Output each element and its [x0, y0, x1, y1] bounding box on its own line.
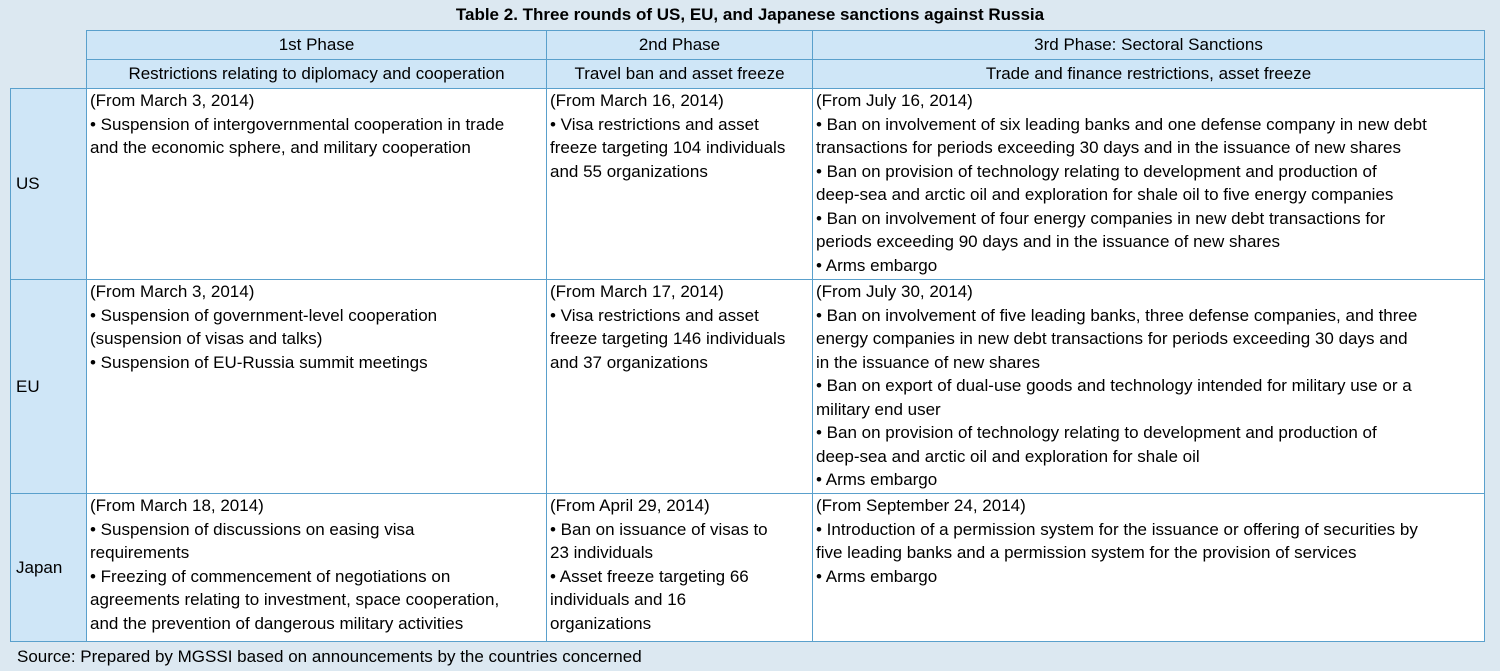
corner-blank [11, 31, 87, 60]
cell-text-line: • Visa restrictions and asset [550, 305, 759, 325]
cell-text-line: and 37 organizations [550, 352, 708, 372]
japan-phase-2-cell [547, 494, 813, 642]
sanctions-table [10, 30, 1485, 642]
header-subtitle-1: Restrictions relating to diplomacy and cooperation [87, 60, 547, 89]
cell-text-line: 23 individuals [550, 543, 654, 562]
cell-text-line: and the prevention of dangerous military activities [90, 613, 464, 633]
cell-text-line: • Ban on involvement of four energy companies in new debt transactions for [816, 208, 1386, 228]
cell-text-line: (From July 16, 2014) [816, 91, 973, 110]
cell-text-line: • Ban on export of dual-use goods and technology intended for military use or a [816, 376, 1412, 395]
cell-text-line: organizations [550, 613, 652, 633]
row-label-japan: Japan [11, 494, 87, 642]
cell-text-line: • Ban on issuance of visas to [550, 519, 768, 539]
cell-text-line: deep-sea and arctic oil and exploration for shale oil [816, 446, 1200, 466]
subtitle-header-row [11, 60, 1485, 89]
cell-text-line: transactions for periods exceeding 30 days and in the issuance of new shares [816, 138, 1401, 157]
cell-text-line: (From March 17, 2014) [550, 282, 724, 301]
eu-phase-2-cell [547, 280, 813, 494]
row-label-us: US [11, 89, 87, 280]
header-subtitle-2: Travel ban and asset freeze [547, 60, 813, 89]
cell-text-line: energy companies in new debt transactions for periods exceeding 30 days and [816, 329, 1408, 348]
eu-phase-1-cell [87, 280, 547, 494]
table-row [11, 280, 1485, 494]
cell-text-line: (From March 16, 2014) [550, 91, 724, 110]
cell-text-line: in the issuance of new shares [816, 352, 1040, 372]
cell-text-line: • Arms embargo [816, 255, 938, 275]
table-row [11, 494, 1485, 642]
cell-text-line: deep-sea and arctic oil and exploration for shale oil to five energy companies [816, 185, 1394, 204]
cell-text-line: • Suspension of discussions on easing visa [90, 519, 415, 539]
cell-text-line: • Visa restrictions and asset [550, 114, 759, 134]
cell-text-line: • Ban on involvement of five leading banks, three defense companies, and three [816, 305, 1418, 325]
cell-text-line: (suspension of visas and talks) [90, 329, 323, 348]
cell-text-line: freeze targeting 104 individuals [550, 138, 786, 157]
header-subtitle-3: Trade and finance restrictions, asset freeze [813, 60, 1485, 89]
cell-text-line: (From April 29, 2014) [550, 496, 710, 515]
cell-text-line: • Suspension of EU-Russia summit meetings [90, 352, 428, 372]
japan-phase-3-cell [813, 494, 1485, 642]
cell-text-line: agreements relating to investment, space cooperation, [90, 590, 500, 609]
cell-text-line: (From March 18, 2014) [90, 496, 264, 515]
cell-text-line: (From March 3, 2014) [90, 282, 255, 301]
table-title: Table 2. Three rounds of US, EU, and Japanese sanctions against Russia [455, 5, 1045, 24]
eu-phase-3-cell [813, 280, 1485, 494]
cell-text-line: (From September 24, 2014) [816, 496, 1026, 515]
cell-text-line: individuals and 16 [550, 590, 687, 609]
cell-text-line: periods exceeding 90 days and in the issuance of new shares [816, 232, 1281, 251]
cell-text-line: • Ban on provision of technology relating to development and production of [816, 423, 1377, 442]
cell-text-line: • Freezing of commencement of negotiations on [90, 566, 451, 586]
cell-text-line: freeze targeting 146 individuals [550, 329, 786, 348]
cell-text-line: • Introduction of a permission system for the issuance or offering of securities by [816, 519, 1418, 539]
cell-text-line: • Ban on involvement of six leading banks and one defense company in new debt [816, 114, 1427, 134]
source-note: Source: Prepared by MGSSI based on announcements by the countries concerned [17, 647, 642, 666]
us-phase-1-cell [87, 89, 547, 280]
cell-text-line: • Asset freeze targeting 66 [550, 566, 749, 586]
cell-text-line: • Suspension of intergovernmental cooperation in trade [90, 114, 505, 134]
cell-text-line: and 55 organizations [550, 161, 708, 181]
cell-text-line: five leading banks and a permission system for the provision of services [816, 543, 1357, 562]
us-phase-2-cell [547, 89, 813, 280]
us-phase-3-cell [813, 89, 1485, 280]
cell-text-line: • Arms embargo [816, 566, 938, 586]
row-label-eu: EU [11, 280, 87, 494]
header-phase-3: 3rd Phase: Sectoral Sanctions [813, 31, 1485, 60]
table-row [11, 89, 1485, 280]
cell-text-line: military end user [816, 399, 941, 419]
cell-text-line: requirements [90, 543, 190, 562]
phase-header-row [11, 31, 1485, 60]
corner-blank [11, 60, 87, 89]
cell-text-line: and the economic sphere, and military cooperation [90, 138, 471, 157]
cell-text-line: • Ban on provision of technology relating to development and production of [816, 161, 1377, 181]
cell-text-line: • Arms embargo [816, 470, 938, 489]
cell-text-line: (From July 30, 2014) [816, 282, 973, 301]
header-phase-1: 1st Phase [87, 31, 547, 60]
cell-text-line: • Suspension of government-level cooperation [90, 305, 438, 325]
header-phase-2: 2nd Phase [547, 31, 813, 60]
cell-text-line: (From March 3, 2014) [90, 91, 255, 110]
japan-phase-1-cell [87, 494, 547, 642]
